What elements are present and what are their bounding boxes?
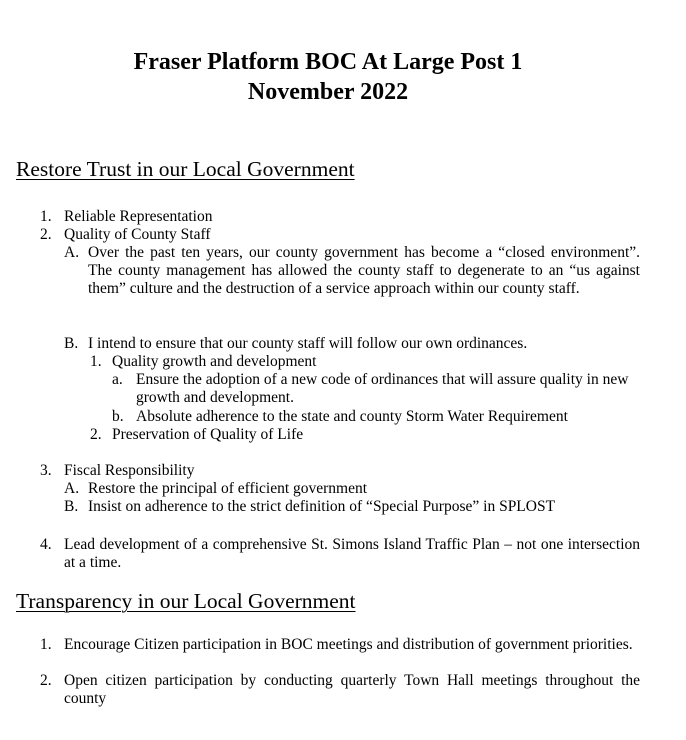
list-item-citizen-participation: Encourage Citizen participation in BOC meetings and distribution of government priorities.	[64, 636, 633, 653]
list-item-storm-water: Absolute adherence to the state and county Storm Water Requirement	[136, 408, 568, 425]
section-heading-trust: Restore Trust in our Local Government	[16, 157, 355, 181]
list-item-traffic-plan: Lead development of a comprehensive St. Simons Island Traffic Plan – not one intersection at a time.	[64, 536, 640, 571]
list-item-code-of-ordinances: Ensure the adoption of a new code of ordinances that will assure quality in new growth and development.	[136, 371, 629, 406]
list-number: 1.	[90, 353, 102, 370]
list-number: 3.	[40, 462, 52, 479]
document-title: Fraser Platform BOC At Large Post 1	[133, 49, 523, 75]
list-number: 2.	[90, 426, 102, 443]
list-item-efficient-government: Restore the principal of efficient government	[88, 480, 368, 497]
list-item-fiscal-responsibility: Fiscal Responsibility	[64, 462, 195, 479]
document-date: November 2022	[247, 79, 409, 105]
list-item-quality-of-life: Preservation of Quality of Life	[112, 426, 304, 443]
list-letter: B.	[64, 335, 79, 352]
paragraph-closed-environment: Over the past ten years, our county government has become a “closed environment”. The county management has allowed the county staff to degenerate to an “us against them” culture and the destruction of a service approach within our county staff.	[88, 244, 640, 297]
section-heading-transparency: Transparency in our Local Government	[16, 589, 356, 613]
list-item-quality-of-county-staff: Quality of County Staff	[64, 226, 211, 243]
list-number: 1.	[40, 208, 52, 225]
list-letter: A.	[64, 480, 80, 497]
list-item-follow-ordinances: I intend to ensure that our county staff will follow our own ordinances.	[88, 335, 528, 352]
list-letter: B.	[64, 498, 79, 515]
list-item-splost: Insist on adherence to the strict definition of “Special Purpose” in SPLOST	[88, 498, 556, 515]
list-number: 1.	[40, 636, 52, 653]
list-number: 2.	[40, 672, 52, 689]
list-letter: A.	[64, 244, 80, 261]
list-item-quality-growth: Quality growth and development	[112, 353, 317, 370]
list-item-reliable-representation: Reliable Representation	[64, 208, 213, 225]
list-letter: a.	[112, 371, 123, 388]
list-number: 2.	[40, 226, 52, 243]
list-item-town-hall: Open citizen participation by conducting quarterly Town Hall meetings throughout the county	[64, 672, 640, 707]
list-letter: b.	[112, 408, 124, 425]
list-number: 4.	[40, 536, 52, 553]
